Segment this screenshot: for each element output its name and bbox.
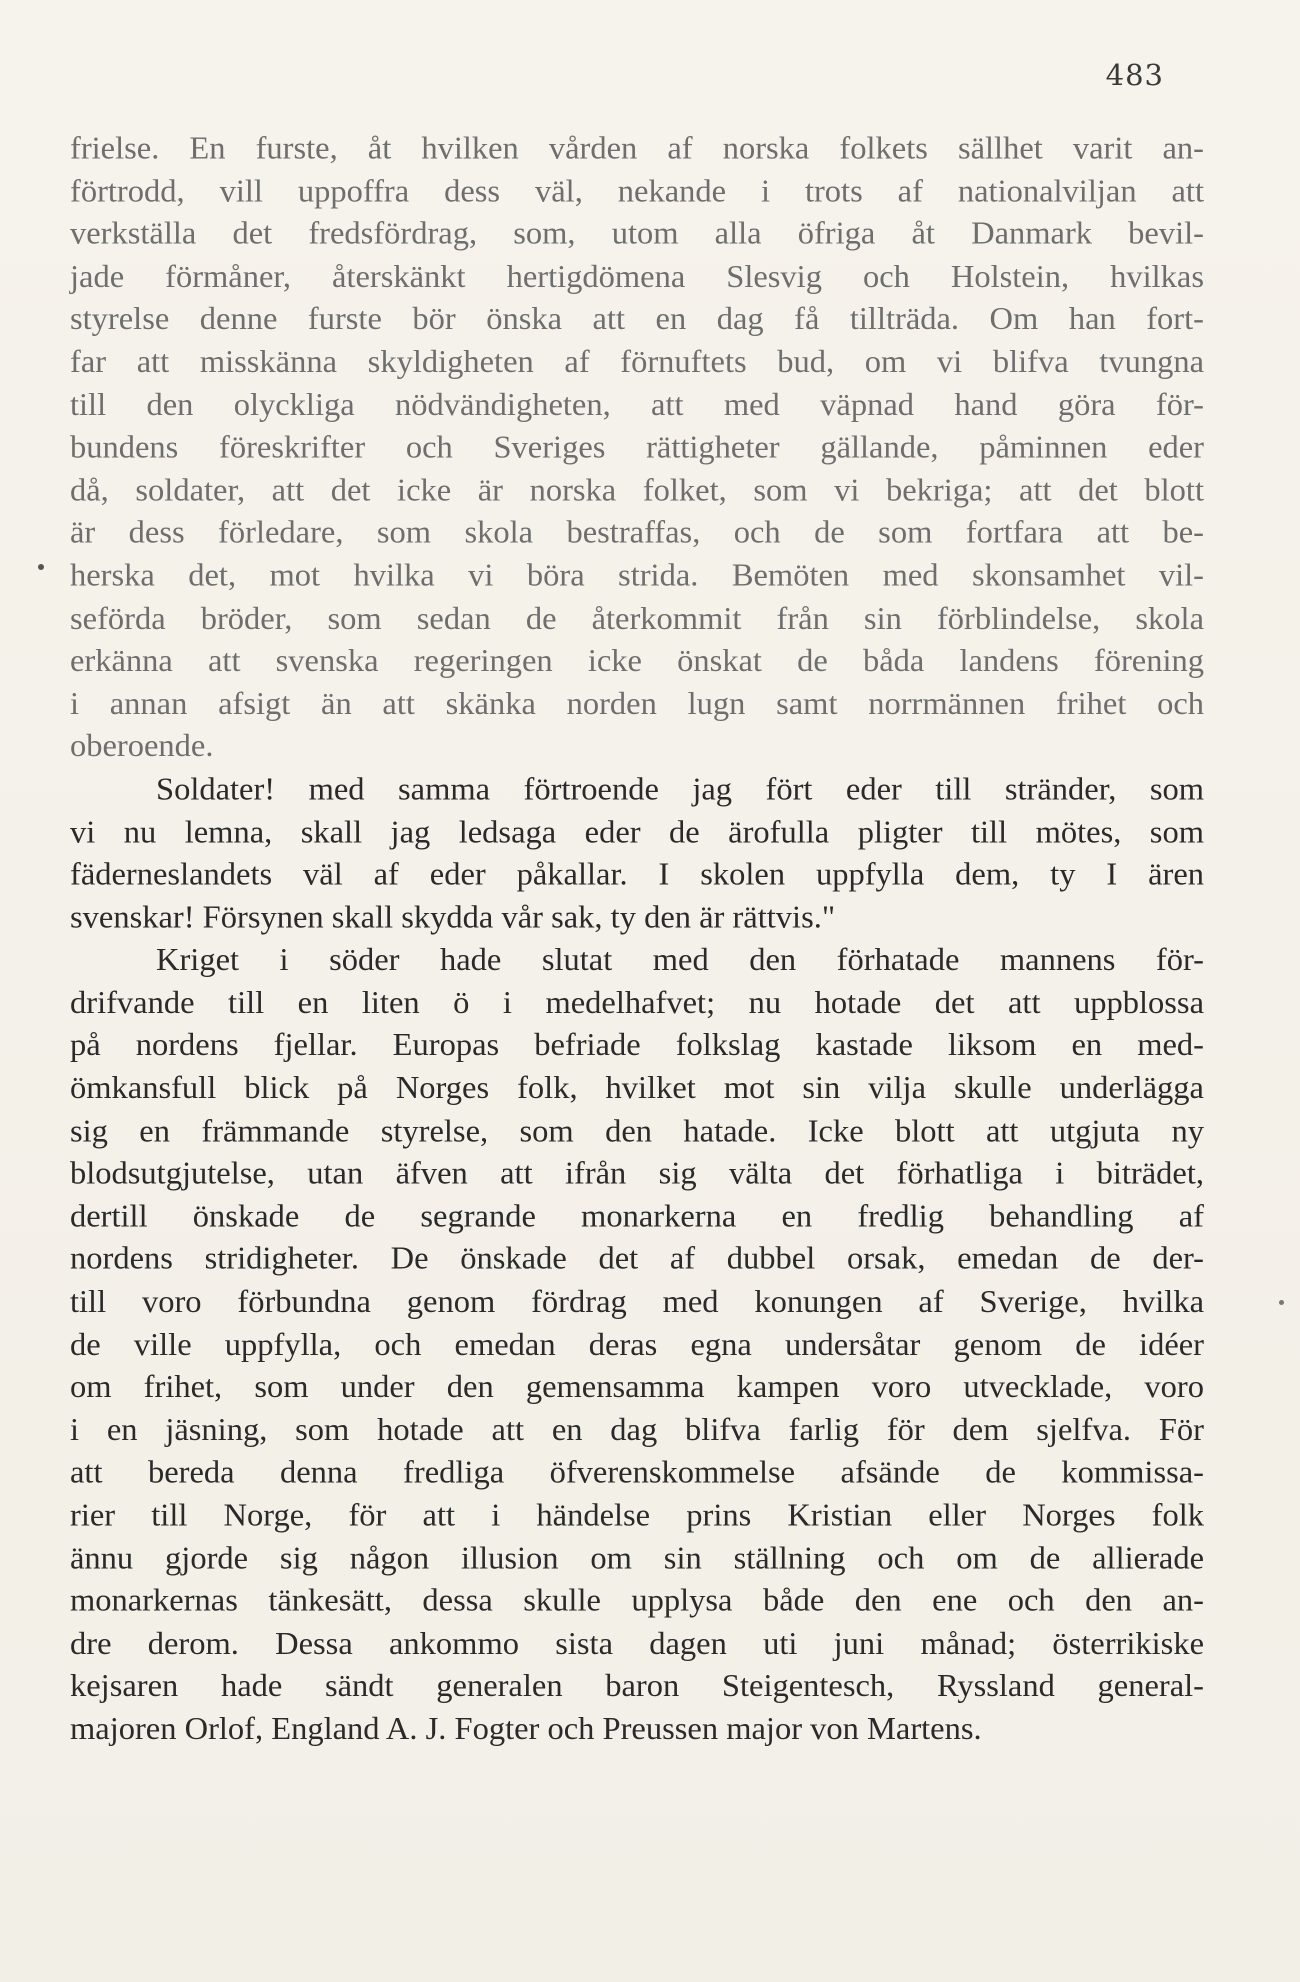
text-line: oberoende. xyxy=(70,729,214,765)
text-line: på nordens fjellar. Europas befriade folkslag kastade liksom en med- xyxy=(70,1028,1204,1064)
text-line: frielse. En furste, åt hvilken vården af norska folkets sällhet varit an- xyxy=(70,130,1204,167)
text-line: verkställa det fredsfördrag, som, utom alla öfriga åt Danmark bevil- xyxy=(70,216,1204,252)
text-line: far att misskänna skyldigheten af förnuftets bud, om vi blifva tvungna xyxy=(70,344,1204,380)
margin-dot xyxy=(38,564,44,570)
text-line: svenskar! Försynen skall skydda vår sak, ty den är rättvis." xyxy=(70,899,836,936)
text-line: är dess förledare, som skola bestraffas, och de som fortfara att be- xyxy=(70,515,1204,551)
text-line: rier till Norge, för att i händelse prins Kristian eller Norges folk xyxy=(70,1498,1204,1534)
edge-dot xyxy=(1279,1300,1284,1305)
text-line: fäderneslandets väl af eder påkallar. I skolen uppfylla dem, ty I ären xyxy=(70,857,1204,893)
text-line: kejsaren hade sändt generalen baron Steigentesch, Ryssland general- xyxy=(70,1668,1204,1705)
text-line: till voro förbundna genom fördrag med konungen af Sverige, hvilka xyxy=(70,1284,1204,1320)
text-line: styrelse denne furste bör önska att en dag få tillträda. Om han fort- xyxy=(70,301,1204,338)
text-line: om frihet, som under den gemensamma kampen voro utvecklade, voro xyxy=(70,1369,1204,1406)
text-line: att bereda denna fredliga öfverenskommelse afsände de kommissa- xyxy=(70,1455,1204,1491)
text-line: Kriget i söder hade slutat med den förhatade mannens för- xyxy=(156,942,1204,978)
text-line: nordens stridigheter. De önskade det af dubbel orsak, emedan de der- xyxy=(70,1241,1204,1277)
text-line: dertill önskade de segrande monarkerna en fredlig behandling af xyxy=(70,1198,1204,1235)
text-line: monarkernas tänkesätt, dessa skulle upplysa både den ene och den an- xyxy=(70,1583,1204,1619)
text-line: sig en främmande styrelse, som den hatade. Icke blott att utgjuta ny xyxy=(70,1113,1204,1149)
text-line: dre derom. Dessa ankommo sista dagen uti juni månad; österrikiske xyxy=(70,1626,1204,1662)
text-line: majoren Orlof, England A. J. Fogter och Preussen major von Martens. xyxy=(70,1711,982,1747)
text-line: erkänna att svenska regeringen icke önskat de båda landens förening xyxy=(70,643,1204,679)
text-line: blodsutgjutelse, utan äfven att ifrån sig välta det förhatliga i biträdet, xyxy=(70,1156,1204,1192)
text-line: vi nu lemna, skall jag ledsaga eder de ärofulla pligter till mötes, som xyxy=(70,814,1204,850)
text-line: jade förmåner, återskänkt hertigdömena Slesvig och Holstein, hvilkas xyxy=(70,259,1204,295)
text-line: drifvande till en liten ö i medelhafvet; nu hotade det att uppblossa xyxy=(70,985,1204,1021)
text-line: då, soldater, att det icke är norska folket, som vi bekriga; att det blott xyxy=(70,472,1204,508)
text-line: herska det, mot hvilka vi böra strida. Bemöten med skonsamhet vil- xyxy=(70,558,1204,594)
text-line: seförda bröder, som sedan de återkommit från sin förblindelse, skola xyxy=(70,600,1204,637)
text-line: förtrodd, vill uppoffra dess väl, nekande i trots af nationalviljan att xyxy=(70,173,1204,209)
text-line: i en jäsning, som hotade att en dag blifva farlig för dem sjelfva. För xyxy=(70,1412,1204,1448)
body-text xyxy=(70,128,1204,1751)
text-line: de ville uppfylla, och emedan deras egna undersåtar genom de idéer xyxy=(70,1327,1204,1363)
text-line: i annan afsigt än att skänka norden lugn samt norrmännen frihet och xyxy=(70,686,1204,722)
text-line: till den olyckliga nödvändigheten, att med väpnad hand göra för- xyxy=(70,387,1204,423)
text-line: ännu gjorde sig någon illusion om sin ställning och om de allierade xyxy=(70,1540,1204,1577)
text-line: bundens föreskrifter och Sveriges rättigheter gällande, påminnen eder xyxy=(70,429,1204,466)
text-line: ömkansfull blick på Norges folk, hvilket mot sin vilja skulle underlägga xyxy=(70,1070,1204,1107)
text-line: Soldater! med samma förtroende jag fört eder till stränder, som xyxy=(156,771,1204,808)
page-number: 483 xyxy=(1105,58,1164,92)
